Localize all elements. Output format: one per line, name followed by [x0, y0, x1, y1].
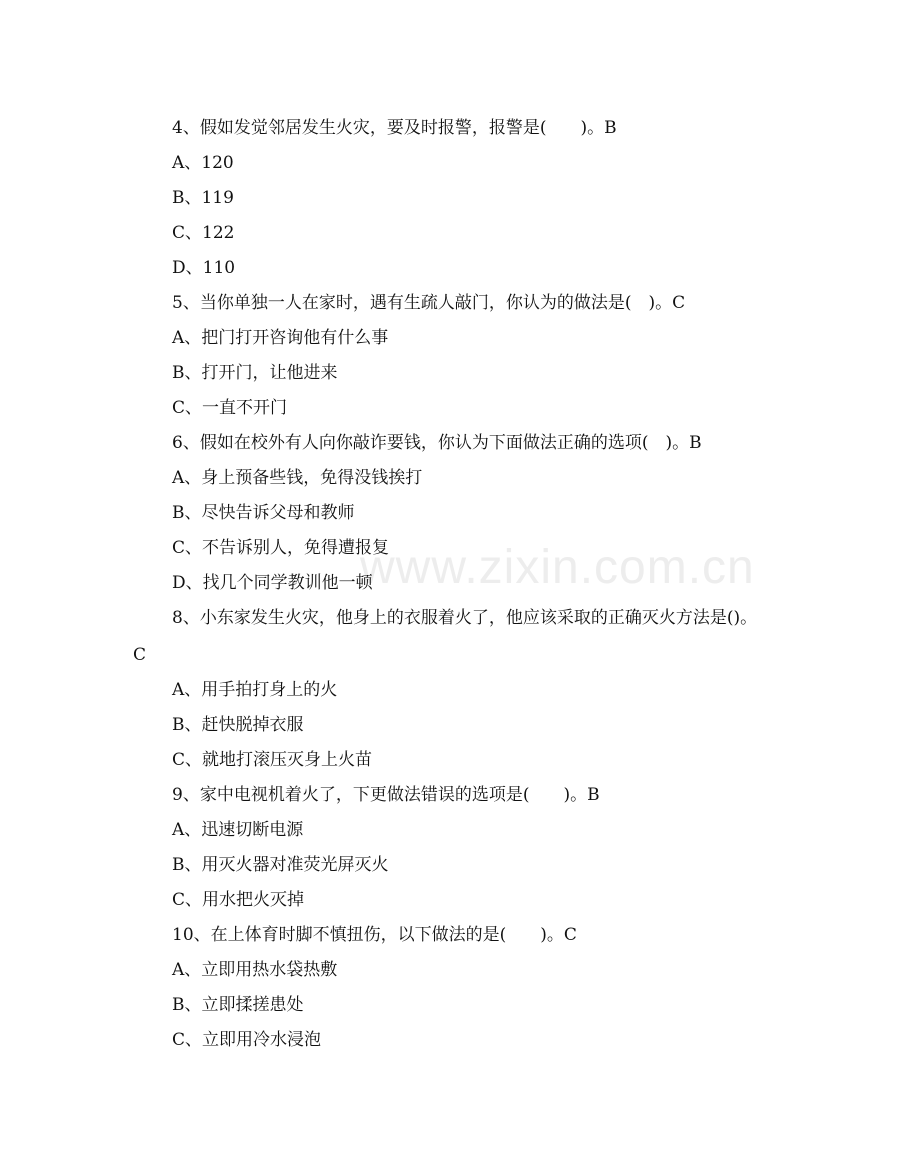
question-6-option-b: B、尽快告诉父母和教师 [172, 503, 355, 523]
question-6: 6、假如在校外有人向你敲诈要钱，你认为下面做法正确的选项( )。B [172, 433, 702, 453]
question-6-option-d: D、找几个同学教训他一顿 [172, 573, 373, 593]
question-4-option-b: B、119 [172, 188, 234, 208]
question-6-option-c: C、不告诉别人，免得遭报复 [172, 538, 390, 558]
question-4-option-c: C、122 [172, 223, 235, 243]
question-5-option-b: B、打开门，让他进来 [172, 363, 338, 383]
question-10-option-a: A、立即用热水袋热敷 [172, 960, 338, 980]
question-9-option-b: B、用灭火器对准荧光屏灭火 [172, 855, 389, 875]
question-4-option-d: D、110 [172, 258, 236, 278]
question-8: 8、小东家发生火灾，他身上的衣服着火了，他应该采取的正确灭火方法是()。 [172, 608, 758, 628]
question-10: 10、在上体育时脚不慎扭伤，以下做法的是( )。C [172, 925, 577, 945]
question-10-option-c: C、立即用冷水浸泡 [172, 1030, 322, 1050]
question-9-option-a: A、迅速切断电源 [172, 820, 304, 840]
question-8-option-a: A、用手拍打身上的火 [172, 680, 338, 700]
question-5: 5、当你单独一人在家时，遇有生疏人敲门，你认为的做法是( )。C [172, 293, 686, 313]
question-8-answer: C [133, 645, 147, 665]
question-9: 9、家中电视机着火了，下更做法错误的选项是( )。B [172, 785, 600, 805]
question-5-option-a: A、把门打开咨询他有什么事 [172, 328, 389, 348]
question-8-option-b: B、赶快脱掉衣服 [172, 715, 304, 735]
watermark: www.zixin.com.cn [360, 541, 755, 594]
question-5-option-c: C、一直不开门 [172, 398, 288, 418]
question-8-option-c: C、就地打滚压灭身上火苗 [172, 750, 373, 770]
question-9-option-c: C、用水把火灭掉 [172, 890, 305, 910]
question-4-option-a: A、120 [172, 153, 234, 173]
question-6-option-a: A、身上预备些钱，免得没钱挨打 [172, 468, 423, 488]
question-4: 4、假如发觉邻居发生火灾，要及时报警，报警是( )。B [172, 118, 617, 138]
question-10-option-b: B、立即揉搓患处 [172, 995, 304, 1015]
